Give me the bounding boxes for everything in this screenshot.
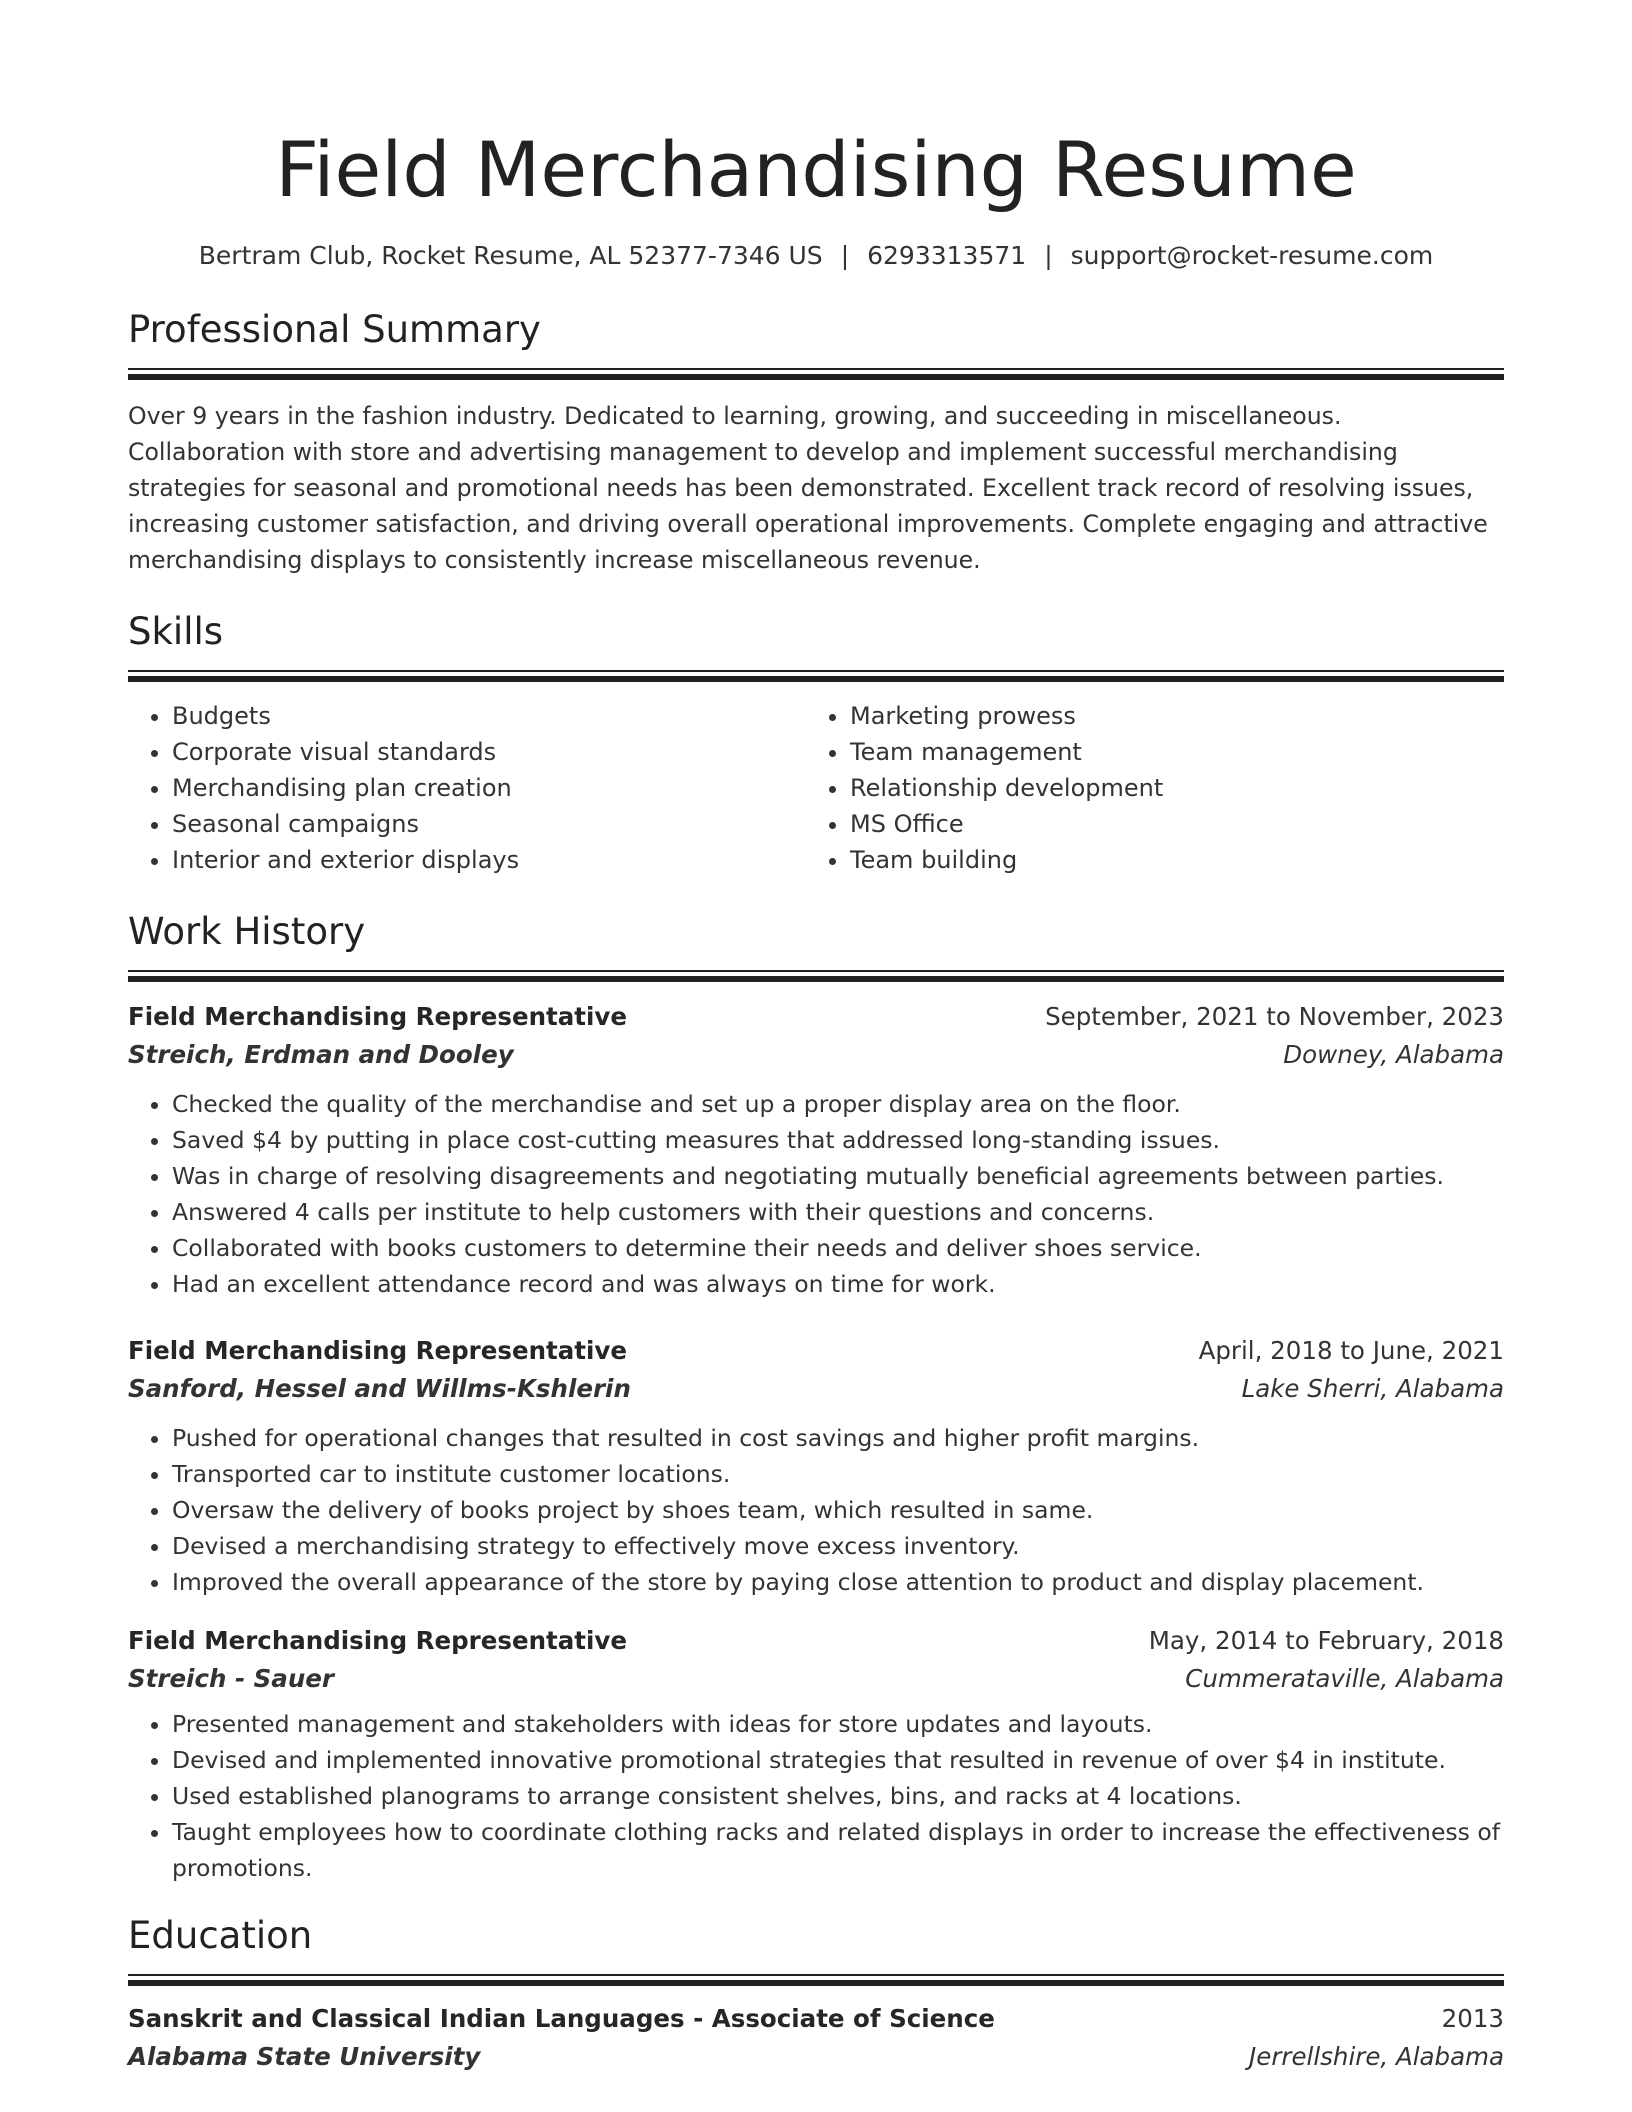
- job-bullet: • Oversaw the delivery of books project by shoes team, which resulted in same.: [172, 1492, 1504, 1528]
- education-heading: Education: [128, 1914, 313, 1957]
- work-history-heading: Work History: [128, 910, 366, 953]
- job-bullet: • Pushed for operational changes that resulted in cost savings and higher profit margins.: [172, 1420, 1504, 1456]
- education-year: 2013: [1441, 2004, 1504, 2033]
- skill-item: • Budgets: [172, 698, 806, 734]
- job-location: Cummerataville, Alabama: [1185, 1664, 1504, 1693]
- job-subheader-row: [128, 1660, 1504, 1698]
- skills-heading: Skills: [128, 610, 224, 653]
- job-bullet: • Transported car to institute customer locations.: [172, 1456, 1504, 1492]
- job-bullets: [128, 1420, 1504, 1600]
- job-dates: September, 2021 to November, 2023: [1045, 1002, 1504, 1031]
- job-entry: [128, 1622, 1504, 1886]
- skill-item: • Marketing prowess: [850, 698, 1484, 734]
- job-bullets: [128, 1086, 1504, 1302]
- skills-list-left: [128, 698, 806, 878]
- section-divider: [128, 670, 1504, 682]
- job-subheader-row: [128, 1370, 1504, 1408]
- job-bullet: • Presented management and stakeholders with ideas for store updates and layouts.: [172, 1706, 1504, 1742]
- section-divider: [128, 1974, 1504, 1986]
- job-entry: [128, 998, 1504, 1302]
- skill-item: • Corporate visual standards: [172, 734, 806, 770]
- section-divider: [128, 970, 1504, 982]
- education-location: Jerrellshire, Alabama: [1249, 2042, 1504, 2071]
- resume-title: Field Merchandising Resume: [275, 125, 1357, 214]
- job-bullet: • Improved the overall appearance of the store by paying close attention to product and display placement.: [172, 1564, 1504, 1600]
- job-location: Lake Sherri, Alabama: [1241, 1374, 1504, 1403]
- section-divider: [128, 368, 1504, 380]
- summary-section: [128, 306, 1504, 578]
- job-location: Downey, Alabama: [1283, 1040, 1504, 1069]
- job-bullet: • Devised and implemented innovative promotional strategies that resulted in revenue of over $4 in institute.: [172, 1742, 1504, 1778]
- job-bullet: • Had an excellent attendance record and was always on time for work.: [172, 1266, 1504, 1302]
- contact-phone: 6293313571: [867, 241, 1027, 270]
- contact-address: Bertram Club, Rocket Resume, AL 52377-7346 US: [198, 241, 823, 270]
- education-section: [128, 1912, 1504, 2076]
- work-history-section: [128, 908, 1504, 1886]
- education-degree: Sanskrit and Classical Indian Languages - Associate of Science: [128, 2004, 995, 2033]
- skills-section: [128, 608, 1504, 878]
- job-bullet: • Used established planograms to arrange consistent shelves, bins, and racks at 4 locations.: [172, 1778, 1504, 1814]
- job-company: Streich - Sauer: [128, 1664, 334, 1693]
- skill-item: • Team management: [850, 734, 1484, 770]
- job-header-row: [128, 1622, 1504, 1660]
- contact-separator: |: [1044, 241, 1053, 270]
- education-header-row: [128, 2000, 1504, 2038]
- summary-heading: Professional Summary: [128, 308, 541, 351]
- job-bullet: • Answered 4 calls per institute to help customers with their questions and concerns.: [172, 1194, 1504, 1230]
- job-bullet: • Checked the quality of the merchandise and set up a proper display area on the floor.: [172, 1086, 1504, 1122]
- skill-item: • Seasonal campaigns: [172, 806, 806, 842]
- job-bullet: • Collaborated with books customers to determine their needs and deliver shoes service.: [172, 1230, 1504, 1266]
- job-bullet: • Devised a merchandising strategy to effectively move excess inventory.: [172, 1528, 1504, 1564]
- job-header-row: [128, 1332, 1504, 1370]
- skill-item: • Team building: [850, 842, 1484, 878]
- job-subheader-row: [128, 1036, 1504, 1074]
- job-dates: April, 2018 to June, 2021: [1198, 1336, 1504, 1365]
- job-bullet: • Saved $4 by putting in place cost-cutting measures that addressed long-standing issues.: [172, 1122, 1504, 1158]
- job-company: Streich, Erdman and Dooley: [128, 1040, 514, 1069]
- job-bullet: • Was in charge of resolving disagreements and negotiating mutually beneficial agreements between parties.: [172, 1158, 1504, 1194]
- job-header-row: [128, 998, 1504, 1036]
- job-title: Field Merchandising Representative: [128, 1002, 627, 1031]
- job-bullet: • Taught employees how to coordinate clothing racks and related displays in order to increase the effectiveness of promotions.: [172, 1814, 1504, 1886]
- education-school: Alabama State University: [128, 2042, 481, 2071]
- education-subheader-row: [128, 2038, 1504, 2076]
- skill-item: • Merchandising plan creation: [172, 770, 806, 806]
- skill-item: • MS Office: [850, 806, 1484, 842]
- contact-separator: |: [840, 241, 850, 270]
- education-entry: [128, 2000, 1504, 2076]
- job-title: Field Merchandising Representative: [128, 1336, 627, 1365]
- summary-text: Over 9 years in the fashion industry. Dedicated to learning, growing, and succeeding in miscellaneous. Collaboration with store and advertising management to develop and implement successful merchandising strategies for seasonal and promotional needs has been demonstrated. Excellent track record of resolving issues, increasing customer satisfaction, and driving overall operational improvements. Complete engaging and attractive merchandising displays to consistently increase miscellaneous revenue.: [128, 402, 1488, 574]
- job-entry: [128, 1332, 1504, 1600]
- resume-page: [128, 0, 1504, 2076]
- skill-item: • Relationship development: [850, 770, 1484, 806]
- job-title: Field Merchandising Representative: [128, 1626, 627, 1655]
- skill-item: • Interior and exterior displays: [172, 842, 806, 878]
- contact-email: support@rocket-resume.com: [1070, 241, 1434, 270]
- job-company: Sanford, Hessel and Willms-Kshlerin: [128, 1374, 631, 1403]
- job-dates: May, 2014 to February, 2018: [1148, 1626, 1504, 1655]
- skills-columns: [128, 698, 1504, 878]
- contact-line: [128, 238, 1504, 274]
- job-bullets: [128, 1706, 1504, 1886]
- skills-list-right: [806, 698, 1484, 878]
